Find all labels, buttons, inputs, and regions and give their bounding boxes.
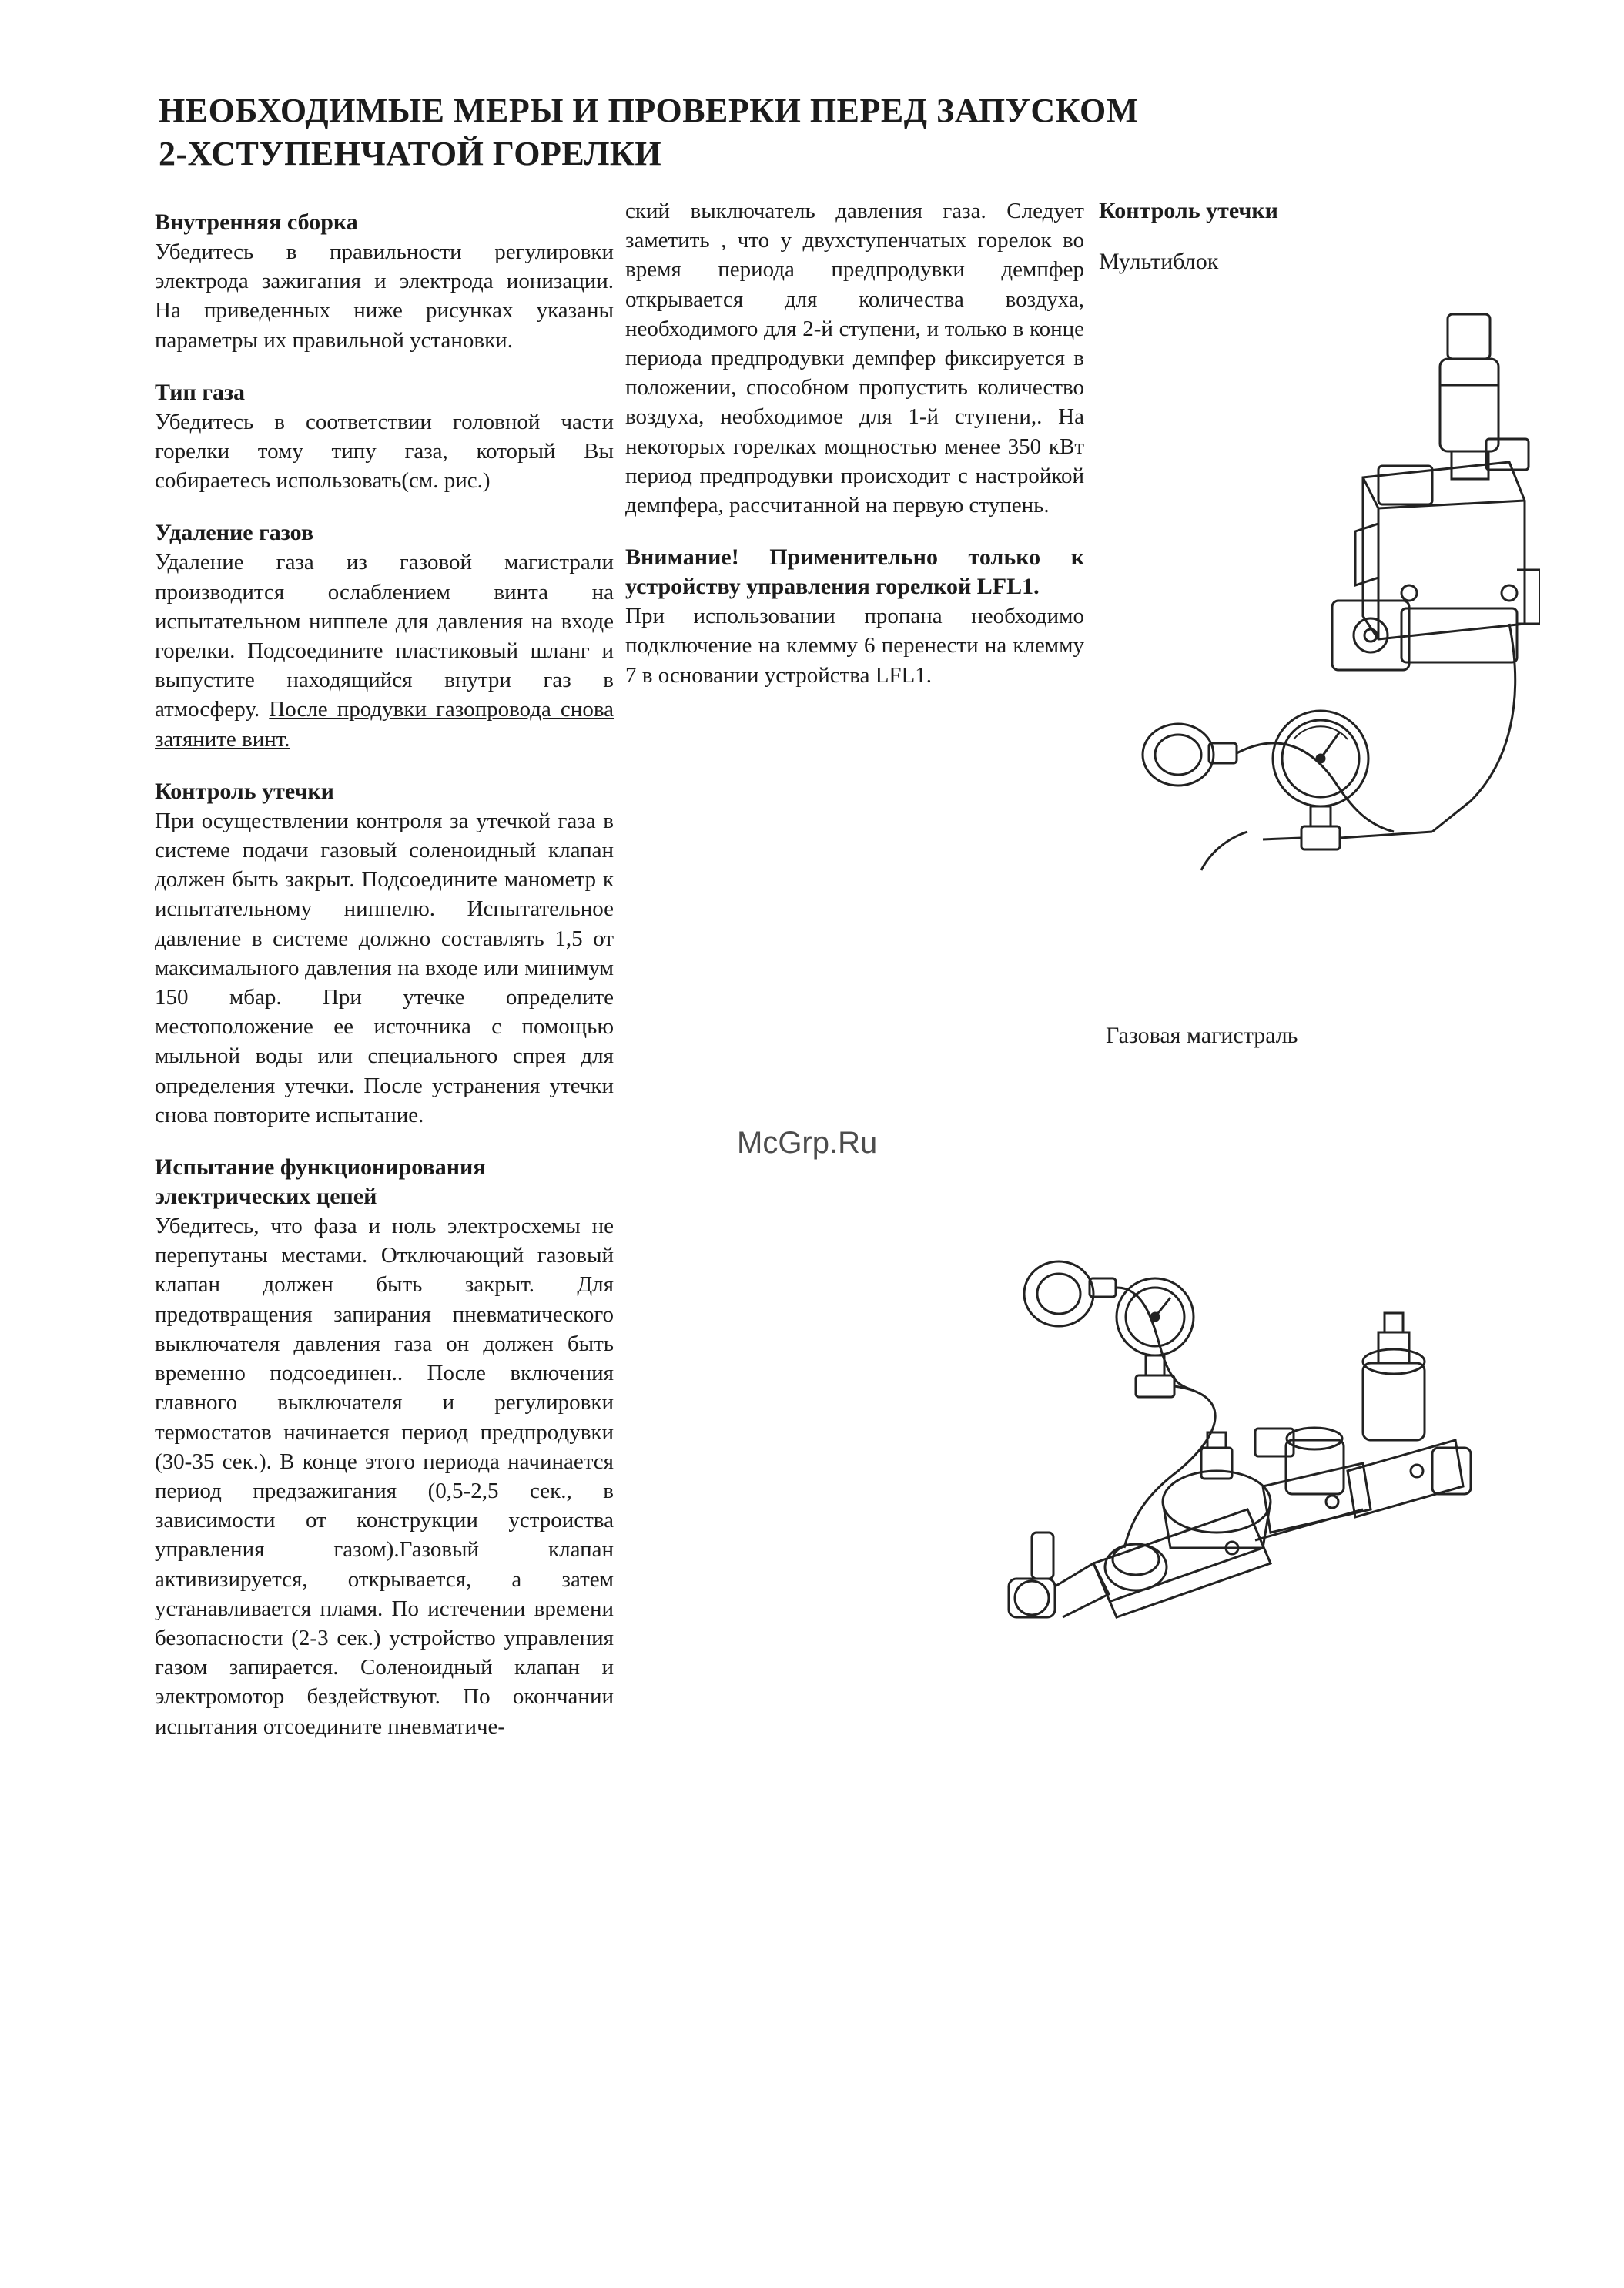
column-middle <box>625 196 1084 713</box>
leak-control-heading: Контроль утечки <box>155 778 334 804</box>
internal-assembly-text: Убедитесь в правильности регулировки электрода зажигания и электрода ионизации. На приведенных ниже рисунках указаны параметры их правильной установки. <box>155 240 614 353</box>
gas-removal-heading: Удаление газов <box>155 520 314 546</box>
watermark: McGrp.Ru <box>737 1126 878 1160</box>
leak-control-right-heading: Контроль утечки <box>1099 198 1278 223</box>
circuit-test-text: Убедитесь, что фаза и ноль электросхемы не перепутаны местами. Отключающий газовый клапан должен быть закрыт. Для предотвращения запирания пневматического выключателя давления газа он должен быть временно подсоединен.. После включения главного выключателя и регулировки термостатов начинается период предпродувки (30-35 сек.). В конце этого периода начинается период предзажигания (0,5-2,5 сек., в зависимости от конструкции устроиства управления газом).Газовый клапан активизируется, открывается, а затем устанавливается пламя. По истечении времени безопасности (2-3 сек.) устройство управления газом запирается. Соленоидный клапан и электромотор бездействуют. По окончании испытания отсоедините пневматиче- <box>155 1214 614 1739</box>
circuit-test-heading-line-2: электрических цепей <box>155 1184 377 1210</box>
section-circuit-test <box>155 1153 614 1741</box>
page-title-line-1: НЕОБХОДИМЫЕ МЕРЫ И ПРОВЕРКИ ПЕРЕД ЗАПУСКОМ <box>159 92 1139 129</box>
section-leak-control <box>155 777 614 1130</box>
gas-removal-paragraph <box>155 548 614 753</box>
gas-type-heading: Тип газа <box>155 379 246 405</box>
gas-line-illustration <box>1001 1240 1478 1640</box>
circuit-test-heading-line-1: Испытание функционирования <box>155 1154 486 1181</box>
section-internal-assembly <box>155 208 614 355</box>
section-gas-removal <box>155 518 614 753</box>
gas-removal-underlined-note: После продувки газопровода снова затяните винт. <box>155 697 614 752</box>
column-left <box>155 208 614 1764</box>
gas-type-text: Убедитесь в соответствии головной части горелки тому типу газа, который Вы собираетесь использовать(см. рис.) <box>155 409 614 494</box>
column-right <box>1099 196 1592 276</box>
section-prepurge-continuation <box>625 196 1084 520</box>
attention-heading: Внимание! Применительно только к устройству управления горелкой LFL1. <box>625 544 1084 600</box>
page-title-line-2: 2-ХСТУПЕНЧАТОЙ ГОРЕЛКИ <box>159 135 662 173</box>
section-gas-type <box>155 378 614 496</box>
internal-assembly-heading: Внутренняя сборка <box>155 209 358 235</box>
page-title <box>159 89 1391 176</box>
multiblock-label: Мультиблок <box>1099 249 1219 274</box>
prepurge-continuation-text: ский выключатель давления газа. Следует заметить , что у двухступенчатых горелок во время периода предпродувки демпфер открывается для количества воздуха, необходимого для 2-й ступени, и только в конце периода предпродувки демпфер фиксируется в положении, способном пропустить количество воздуха, необходимое для 1-й ступени,. На некоторых горелках мощностью менее 350 кВт период предпродувки происходит с настройкой демпфера, рассчитанной на первую ступень. <box>625 199 1084 518</box>
gas-line-label: Газовая магистраль <box>1106 1023 1298 1048</box>
section-attention <box>625 543 1084 690</box>
attention-text: При использовании пропана необходимо подключение на клемму 6 перенести на клемму 7 в основании устройства LFL1. <box>625 604 1084 688</box>
leak-control-text: При осуществлении контроля за утечкой газа в системе подачи газовый соленоидный клапан должен быть закрыт. Подсоедините манометр к испытательному ниппелю. Испытательное давление в системе должно составлять 1,5 от максимального давления на входе или минимум 150 мбар. При утечке определите местоположение ее источника с помощью мыльной воды или специального спрея для определения утечки. После устранения утечки снова повторите испытание. <box>155 808 614 1127</box>
gas-removal-text: Удаление газа из газовой магистрали производится ослаблением винта на испытательном ниппеле для давления на входе горелки. Подсоедините пластиковый шланг и выпустите находящийся внутри газ в атмосферу. <box>155 550 614 722</box>
multiblock-illustration <box>1109 300 1540 886</box>
